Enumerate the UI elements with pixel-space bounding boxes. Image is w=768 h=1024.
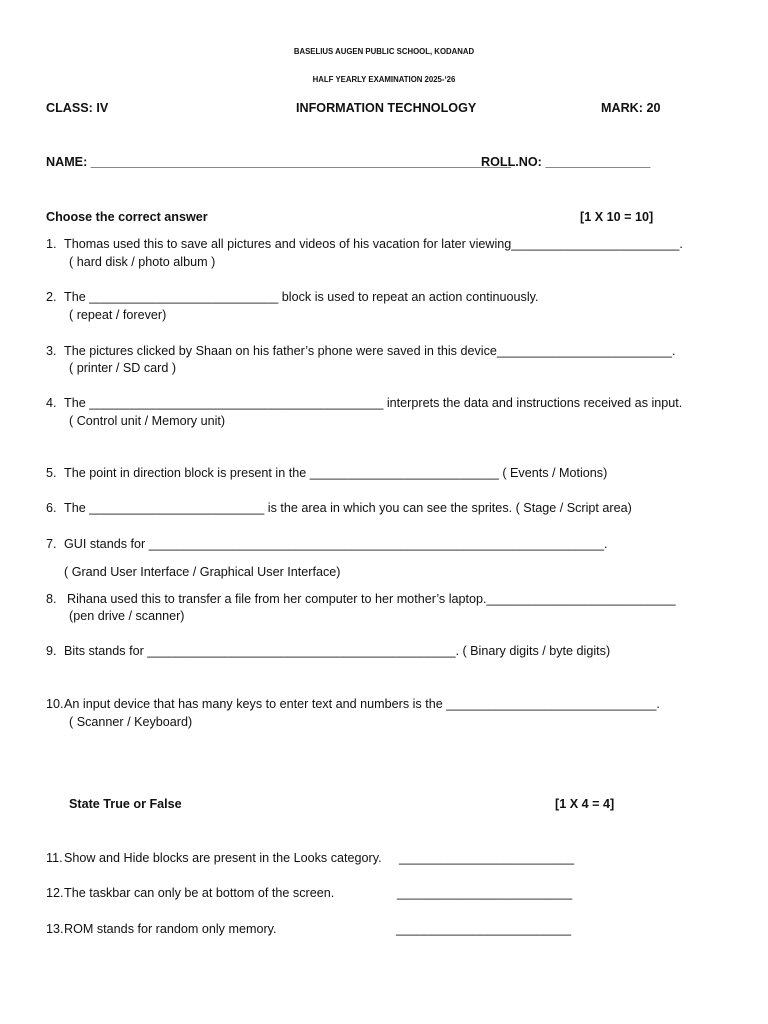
question-1-text: Thomas used this to save all pictures and videos of his vacation for later viewing________________________. — [64, 237, 683, 251]
question-number-11: 11. — [46, 851, 63, 865]
question-8-text: Rihana used this to transfer a file from her computer to her mother’s laptop.___________________________ — [67, 592, 676, 606]
question-number-9: 9. — [46, 644, 57, 658]
question-12-answer-blank: _________________________ — [397, 886, 573, 900]
mark-label: MARK: 20 — [601, 101, 661, 115]
question-4-options: ( Control unit / Memory unit) — [69, 414, 226, 428]
question-number-1: 1. — [46, 237, 57, 251]
question-number-6: 6. — [46, 501, 57, 515]
question-11-answer-blank: _________________________ — [399, 851, 575, 865]
school-name: BASELIUS AUGEN PUBLIC SCHOOL, KODANAD — [293, 47, 475, 56]
question-number-10: 10. — [46, 697, 64, 711]
name-field: NAME: ____________________________________________________________ — [46, 155, 512, 169]
question-number-3: 3. — [46, 344, 57, 358]
question-number-4: 4. — [46, 396, 57, 410]
question-2-options: ( repeat / forever) — [69, 308, 167, 322]
question-5-text: The point in direction block is present in the ___________________________ ( Events / Motions) — [64, 466, 608, 480]
question-number-8: 8. — [46, 592, 57, 606]
question-number-2: 2. — [46, 290, 57, 304]
section-title-choose: Choose the correct answer — [46, 210, 208, 224]
question-4-text: The __________________________________________ interprets the data and instructions received as input. — [64, 396, 683, 410]
subject-label: INFORMATION TECHNOLOGY — [296, 101, 477, 115]
question-12-text: The taskbar can only be at bottom of the screen. — [64, 886, 335, 900]
question-number-7: 7. — [46, 537, 57, 551]
question-number-12: 12. — [46, 886, 64, 900]
class-label: CLASS: IV — [46, 101, 109, 115]
roll-number-field: ROLL.NO: _______________ — [481, 155, 651, 169]
section-title-true-false: State True or False — [69, 797, 182, 811]
question-7-text: GUI stands for _________________________________________________________________. — [64, 537, 608, 551]
question-13-answer-blank: _________________________ — [396, 922, 572, 936]
exam-title: HALF YEARLY EXAMINATION 2025-‘26 — [312, 75, 456, 84]
question-13-text: ROM stands for random only memory. — [64, 922, 277, 936]
section-marks-true-false: [1 X 4 = 4] — [555, 797, 615, 811]
question-10-text: An input device that has many keys to enter text and numbers is the ______________________________. — [64, 697, 660, 711]
question-8-options: (pen drive / scanner) — [69, 609, 185, 623]
section-marks-choose: [1 X 10 = 10] — [580, 210, 654, 224]
question-1-options: ( hard disk / photo album ) — [69, 255, 216, 269]
question-number-13: 13. — [46, 922, 64, 936]
question-3-text: The pictures clicked by Shaan on his father’s phone were saved in this device_________________________. — [64, 344, 676, 358]
question-6-text: The _________________________ is the area in which you can see the sprites. ( Stage / Script area) — [64, 501, 632, 515]
question-10-options: ( Scanner / Keyboard) — [69, 715, 193, 729]
question-2-text: The ___________________________ block is used to repeat an action continuously. — [64, 290, 539, 304]
question-11-text: Show and Hide blocks are present in the Looks category. — [64, 851, 382, 865]
question-9-text: Bits stands for ____________________________________________. ( Binary digits / byte digits) — [64, 644, 611, 658]
question-7-options: ( Grand User Interface / Graphical User Interface) — [64, 565, 341, 579]
question-3-options: ( printer / SD card ) — [69, 361, 177, 375]
question-number-5: 5. — [46, 466, 57, 480]
